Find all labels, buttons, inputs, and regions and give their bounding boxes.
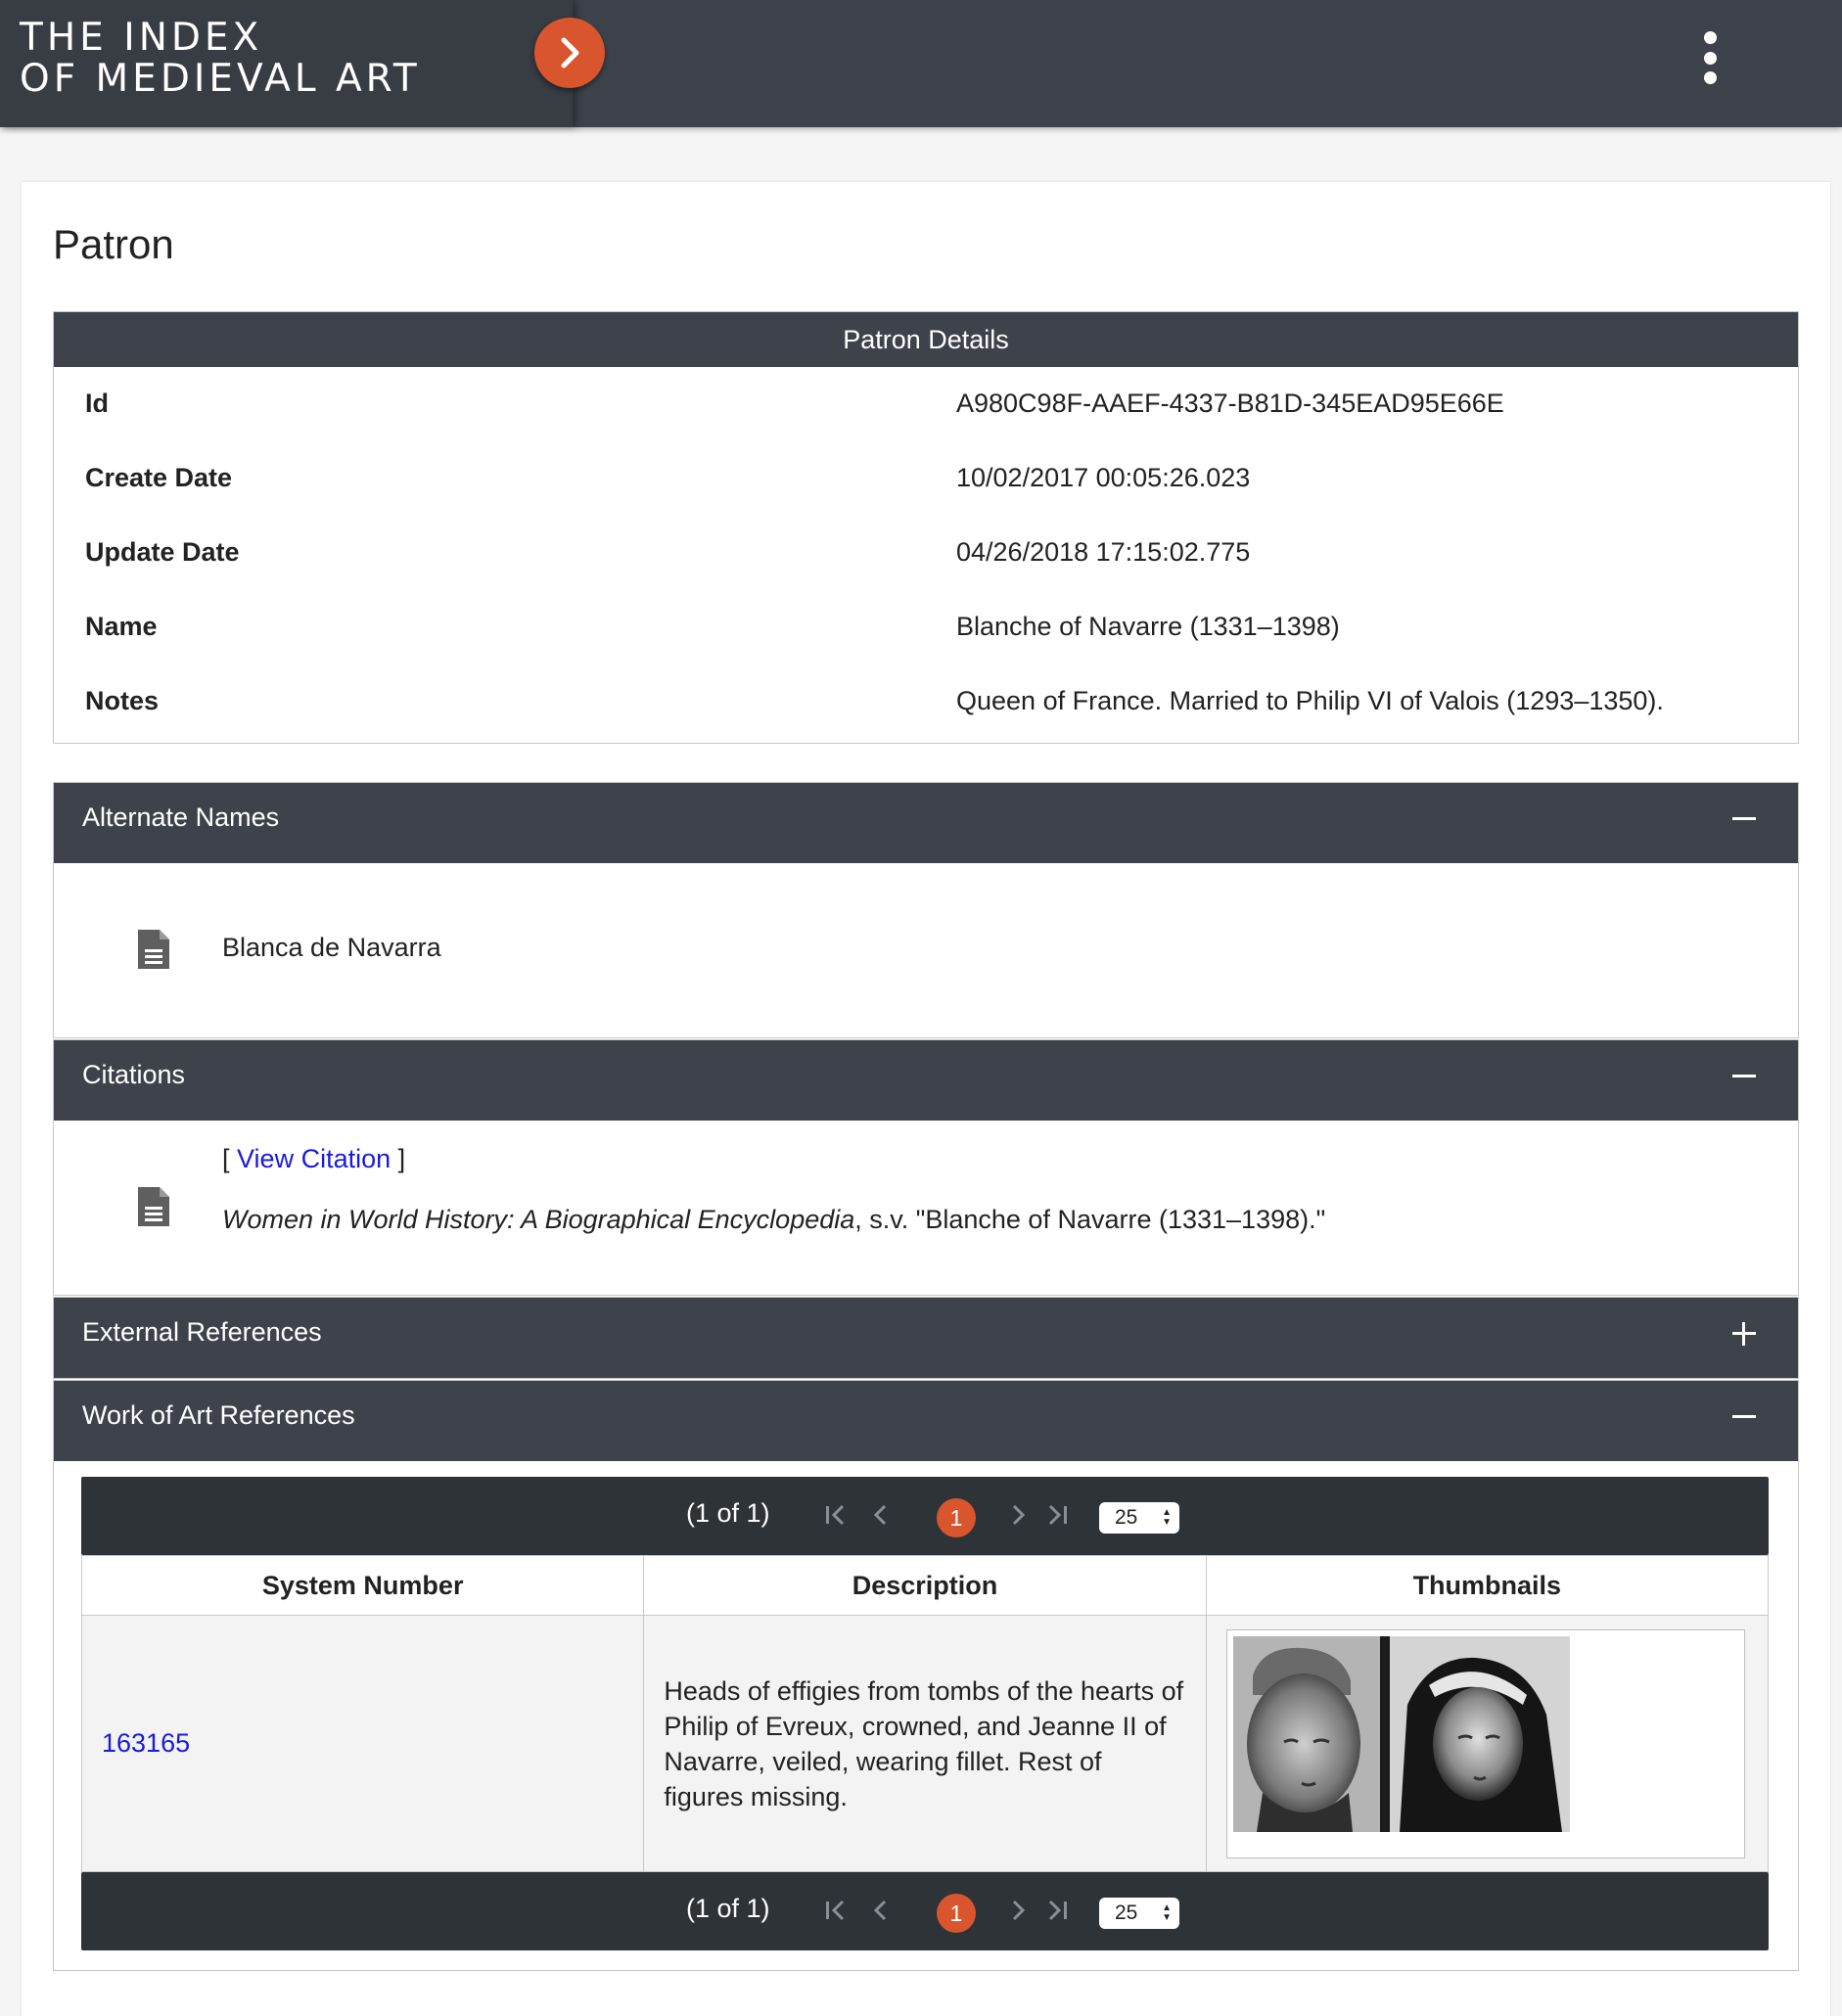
- bracket-close: ]: [397, 1144, 406, 1173]
- content-card: [22, 182, 1830, 2016]
- detail-label: Notes: [85, 686, 160, 715]
- table-header-row: [82, 1556, 1769, 1616]
- citation-source-detail: , s.v. "Blanche of Navarre (1331–1398).": [854, 1205, 1326, 1234]
- system-number-link[interactable]: 163165: [102, 1728, 191, 1758]
- external-references-header[interactable]: [54, 1298, 1798, 1378]
- thumbnail-frame: [1226, 1629, 1745, 1858]
- column-header-description: Description: [644, 1556, 1206, 1616]
- bracket-open: [: [222, 1144, 230, 1173]
- patron-details-table: [53, 311, 1799, 744]
- page-count: (1 of 1): [686, 1894, 770, 1923]
- minus-icon[interactable]: [1729, 804, 1759, 834]
- citation-source-title: Women in World History: A Biographical Encyclopedia: [222, 1205, 855, 1234]
- citations-panel: [53, 1039, 1799, 1296]
- chevron-right-icon: [555, 35, 584, 70]
- works-table-wrapper: [81, 1477, 1769, 1950]
- paginator-bottom: [81, 1872, 1769, 1950]
- works-table: [81, 1555, 1769, 1872]
- description-cell: [644, 1616, 1206, 1872]
- detail-value: Queen of France. Married to Philip VI of Valois (1293–1350).: [956, 686, 1664, 715]
- detail-row-name: [54, 590, 1798, 664]
- previous-page-icon[interactable]: [868, 1500, 894, 1530]
- patron-details-heading: Patron Details: [54, 312, 1798, 367]
- panel-title: Alternate Names: [82, 802, 280, 832]
- first-page-icon[interactable]: [823, 1896, 849, 1925]
- detail-label: Update Date: [85, 537, 240, 567]
- top-header: [0, 0, 1842, 127]
- rows-per-page-select[interactable]: [1099, 1898, 1179, 1929]
- alternate-name-item: Blanca de Navarra: [222, 933, 441, 962]
- detail-row-update-date: [54, 516, 1798, 590]
- plus-icon[interactable]: [1729, 1319, 1759, 1349]
- detail-row-create-date: [54, 441, 1798, 516]
- detail-value: 10/02/2017 00:05:26.023: [956, 463, 1251, 492]
- vertical-ellipsis-icon: [1704, 31, 1717, 44]
- panel-title: External References: [82, 1317, 322, 1347]
- minus-icon[interactable]: [1729, 1062, 1759, 1091]
- detail-label: Create Date: [85, 463, 233, 492]
- detail-value: 04/26/2018 17:15:02.775: [956, 537, 1251, 567]
- paginator-top: [81, 1477, 1769, 1555]
- detail-label: Id: [85, 389, 109, 418]
- page-count: (1 of 1): [686, 1498, 770, 1528]
- current-page-button[interactable]: 1: [937, 1498, 976, 1537]
- column-header-system-number: System Number: [82, 1556, 644, 1616]
- panel-title: Work of Art References: [82, 1400, 355, 1430]
- rows-per-page-select[interactable]: [1099, 1502, 1179, 1534]
- effigy-heads-thumbnail[interactable]: [1233, 1636, 1570, 1832]
- table-row: [82, 1616, 1769, 1872]
- rows-per-page-value: 25: [1115, 1901, 1138, 1924]
- last-page-icon[interactable]: [1044, 1896, 1070, 1925]
- minus-icon[interactable]: [1729, 1402, 1759, 1432]
- citation-text: [222, 1205, 1325, 1235]
- select-arrows-icon: ▲ ▼: [1162, 1507, 1172, 1528]
- citation-link-line: [222, 1144, 405, 1174]
- column-header-thumbnails: Thumbnails: [1206, 1556, 1768, 1616]
- next-page-icon[interactable]: [1005, 1500, 1031, 1530]
- sidebar-toggle-button[interactable]: [534, 18, 605, 88]
- document-icon: [136, 928, 171, 971]
- select-arrows-icon: ▲ ▼: [1162, 1902, 1172, 1923]
- page-title: Patron: [53, 221, 174, 267]
- next-page-icon[interactable]: [1005, 1896, 1031, 1925]
- site-logo[interactable]: [20, 18, 421, 100]
- view-citation-link[interactable]: View Citation: [237, 1144, 391, 1173]
- work-of-art-references-header[interactable]: [54, 1381, 1798, 1461]
- external-references-panel: [53, 1297, 1799, 1379]
- last-page-icon[interactable]: [1044, 1500, 1070, 1530]
- logo-line-2: OF MEDIEVAL ART: [20, 57, 421, 101]
- current-page-button[interactable]: 1: [937, 1894, 976, 1933]
- detail-label: Name: [85, 612, 158, 641]
- rows-per-page-value: 25: [1115, 1506, 1138, 1529]
- document-icon: [136, 1185, 171, 1228]
- detail-row-notes: [54, 664, 1798, 739]
- detail-value: A980C98F-AAEF-4337-B81D-345EAD95E66E: [956, 389, 1504, 418]
- alternate-names-header[interactable]: [54, 783, 1798, 863]
- detail-row-id: [54, 367, 1798, 441]
- citations-header[interactable]: [54, 1040, 1798, 1121]
- work-of-art-references-panel: [53, 1380, 1799, 1971]
- panel-title: Citations: [82, 1060, 186, 1089]
- logo-panel: [0, 0, 573, 127]
- more-menu-button[interactable]: [1693, 31, 1727, 84]
- system-number-cell: [82, 1616, 644, 1872]
- logo-line-1: THE INDEX: [20, 16, 263, 60]
- description-text: Heads of effigies from tombs of the hearts of Philip of Evreux, crowned, and Jeanne II of Navarre, veiled, wearing fillet. Rest of figures missing.: [664, 1675, 1184, 1811]
- first-page-icon[interactable]: [823, 1500, 849, 1530]
- detail-value: Blanche of Navarre (1331–1398): [956, 612, 1340, 641]
- thumbnails-cell: [1206, 1616, 1768, 1872]
- alternate-names-panel: [53, 782, 1799, 1038]
- previous-page-icon[interactable]: [868, 1896, 894, 1925]
